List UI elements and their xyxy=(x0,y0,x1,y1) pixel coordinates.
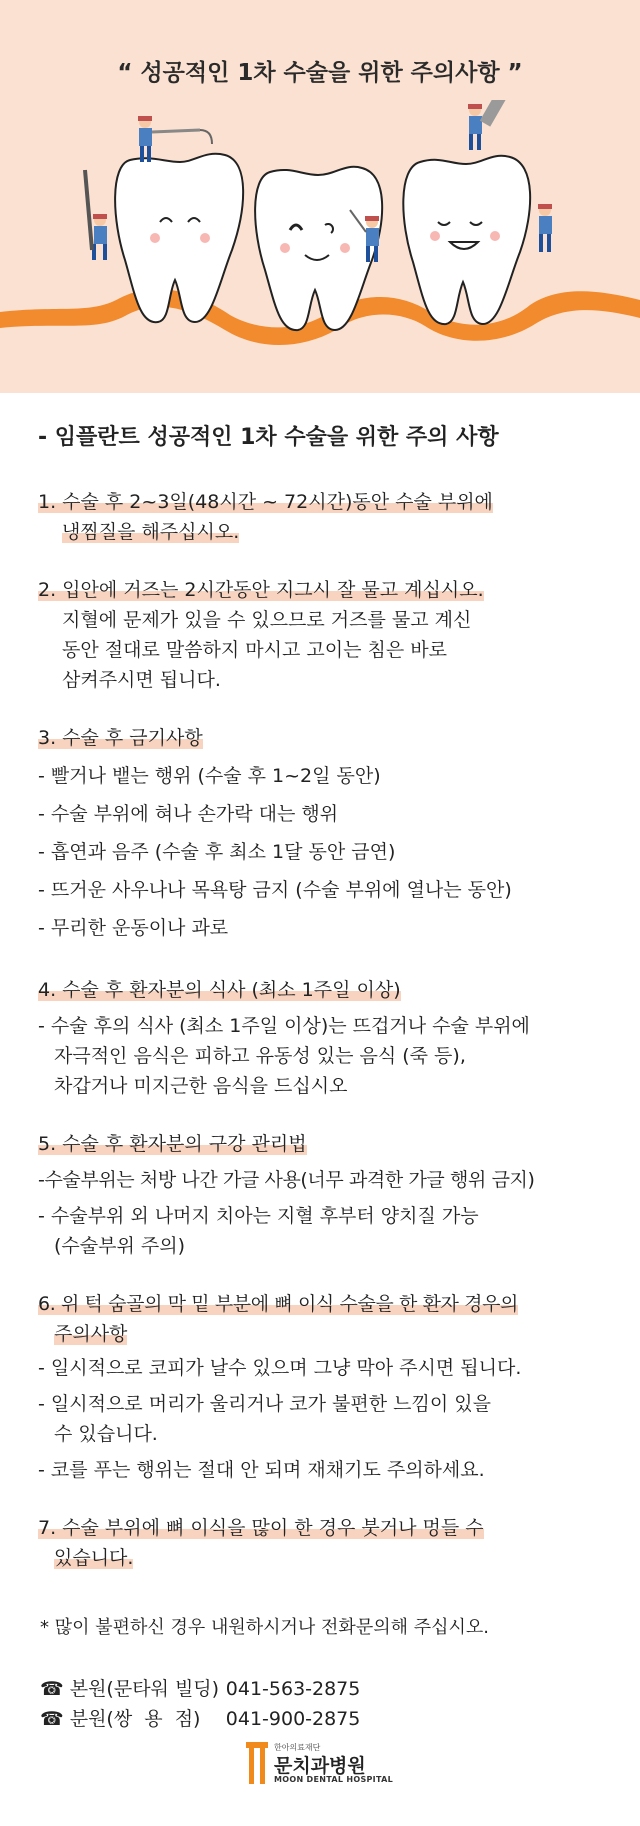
section-title-line: 있습니다. xyxy=(54,1547,134,1569)
section-3 xyxy=(38,723,608,947)
section-title-line: 1. 수술 후 2~3일(48시간 ~ 72시간)동안 수술 부위에 xyxy=(38,491,493,513)
section-text-line: 지혈에 문제가 있을 수 있으므로 거즈를 물고 계신 xyxy=(62,609,472,631)
list-item: - 코를 푸는 행위는 절대 안 되며 재채기도 주의하세요. xyxy=(38,1459,485,1481)
dentist-figure-1 xyxy=(138,116,212,162)
list-item: - 일시적으로 머리가 울리거나 코가 불편한 느낌이 있을 xyxy=(38,1393,491,1415)
teeth-illustration xyxy=(0,100,640,393)
hospital-logo xyxy=(246,1738,406,1788)
contact-phone[interactable]: 041-900-2875 xyxy=(225,1708,361,1730)
section-4 xyxy=(38,975,608,1101)
list-item: - 일시적으로 코피가 날수 있으며 그냥 막아 주시면 됩니다. xyxy=(38,1357,522,1379)
section-1 xyxy=(38,487,608,547)
section-title-line: 6. 위 턱 숨골의 막 밑 부분에 뼈 이식 수술을 한 환자 경우의 xyxy=(38,1293,518,1315)
banner-title: “ 성공적인 1차 수술을 위한 주의사항 ” xyxy=(117,60,523,86)
telephone-icon: ☎ xyxy=(40,1678,64,1700)
content xyxy=(38,420,608,1601)
dentist-figure-4 xyxy=(468,100,508,150)
contact-list xyxy=(40,1674,360,1734)
section-title-line: 2. 입안에 거즈는 2시간동안 지그시 잘 물고 계십시오. xyxy=(38,579,484,601)
section-title-line: 5. 수술 후 환자분의 구강 관리법 xyxy=(38,1133,307,1155)
dentist-figure-2 xyxy=(85,170,107,260)
list-item: - 빨거나 뱉는 행위 (수술 후 1~2일 동안) xyxy=(38,765,381,787)
contact-phone[interactable]: 041-563-2875 xyxy=(225,1678,361,1700)
list-item-continued: (수술부위 주의) xyxy=(54,1235,185,1257)
section-6 xyxy=(38,1289,608,1485)
section-title-line: 4. 수술 후 환자분의 식사 (최소 1주일 이상) xyxy=(38,979,401,1001)
telephone-icon: ☎ xyxy=(40,1708,64,1730)
list-item: - 뜨거운 사우나나 목욕탕 금지 (수술 부위에 열나는 동안) xyxy=(38,879,512,901)
contact-label: 분원(쌍 용 점) xyxy=(69,1708,201,1730)
list-item: - 수술 후의 식사 (최소 1주일 이상)는 뜨겁거나 수술 부위에 xyxy=(38,1015,530,1037)
contact-label: 본원(문타워 빌딩) xyxy=(69,1678,220,1700)
list-item-continued: 수 있습니다. xyxy=(54,1423,158,1445)
tooth-right xyxy=(403,156,530,324)
list-item: - 무리한 운동이나 과로 xyxy=(38,917,229,939)
section-7 xyxy=(38,1513,608,1573)
main-heading: - 임플란트 성공적인 1차 수술을 위한 주의 사항 xyxy=(38,425,499,450)
dentist-figure-5 xyxy=(538,204,552,252)
logo-foundation-text: 한아의료재단 xyxy=(274,1743,321,1752)
list-item: - 흡연과 음주 (수술 후 최소 1달 동안 금연) xyxy=(38,841,396,863)
contact-row xyxy=(40,1704,360,1734)
section-5 xyxy=(38,1129,608,1261)
list-item-continued: 차갑거나 미지근한 음식을 드십시오 xyxy=(54,1075,348,1097)
list-item: - 수술부위 외 나머지 치아는 지혈 후부터 양치질 가능 xyxy=(38,1205,479,1227)
section-text-line: 삼켜주시면 됩니다. xyxy=(62,669,221,691)
section-title-line: 7. 수술 부위에 뼈 이식을 많이 한 경우 붓거나 멍들 수 xyxy=(38,1517,484,1539)
header-banner xyxy=(0,0,640,393)
list-item-continued: 자극적인 음식은 피하고 유동성 있는 음식 (죽 등), xyxy=(54,1045,466,1067)
footer-note: * 많이 불편하신 경우 내원하시거나 전화문의해 주십시오. xyxy=(40,1617,489,1638)
section-text-line: 동안 절대로 말씀하지 마시고 고이는 침은 바로 xyxy=(62,639,447,661)
contact-row xyxy=(40,1674,360,1704)
logo-name: 문치과병원 xyxy=(274,1755,366,1777)
section-2 xyxy=(38,575,608,695)
section-title-line: 냉찜질을 해주십시오. xyxy=(62,521,240,543)
logo-english-name: MOON DENTAL HOSPITAL xyxy=(274,1775,393,1784)
list-item: - 수술 부위에 혀나 손가락 대는 행위 xyxy=(38,803,339,825)
section-title-line: 주의사항 xyxy=(54,1323,128,1345)
list-item: -수술부위는 처방 나간 가글 사용(너무 과격한 가글 행위 금지) xyxy=(38,1169,535,1191)
section-title-line: 3. 수술 후 금기사항 xyxy=(38,727,203,749)
logo-mark-icon xyxy=(246,1742,268,1784)
